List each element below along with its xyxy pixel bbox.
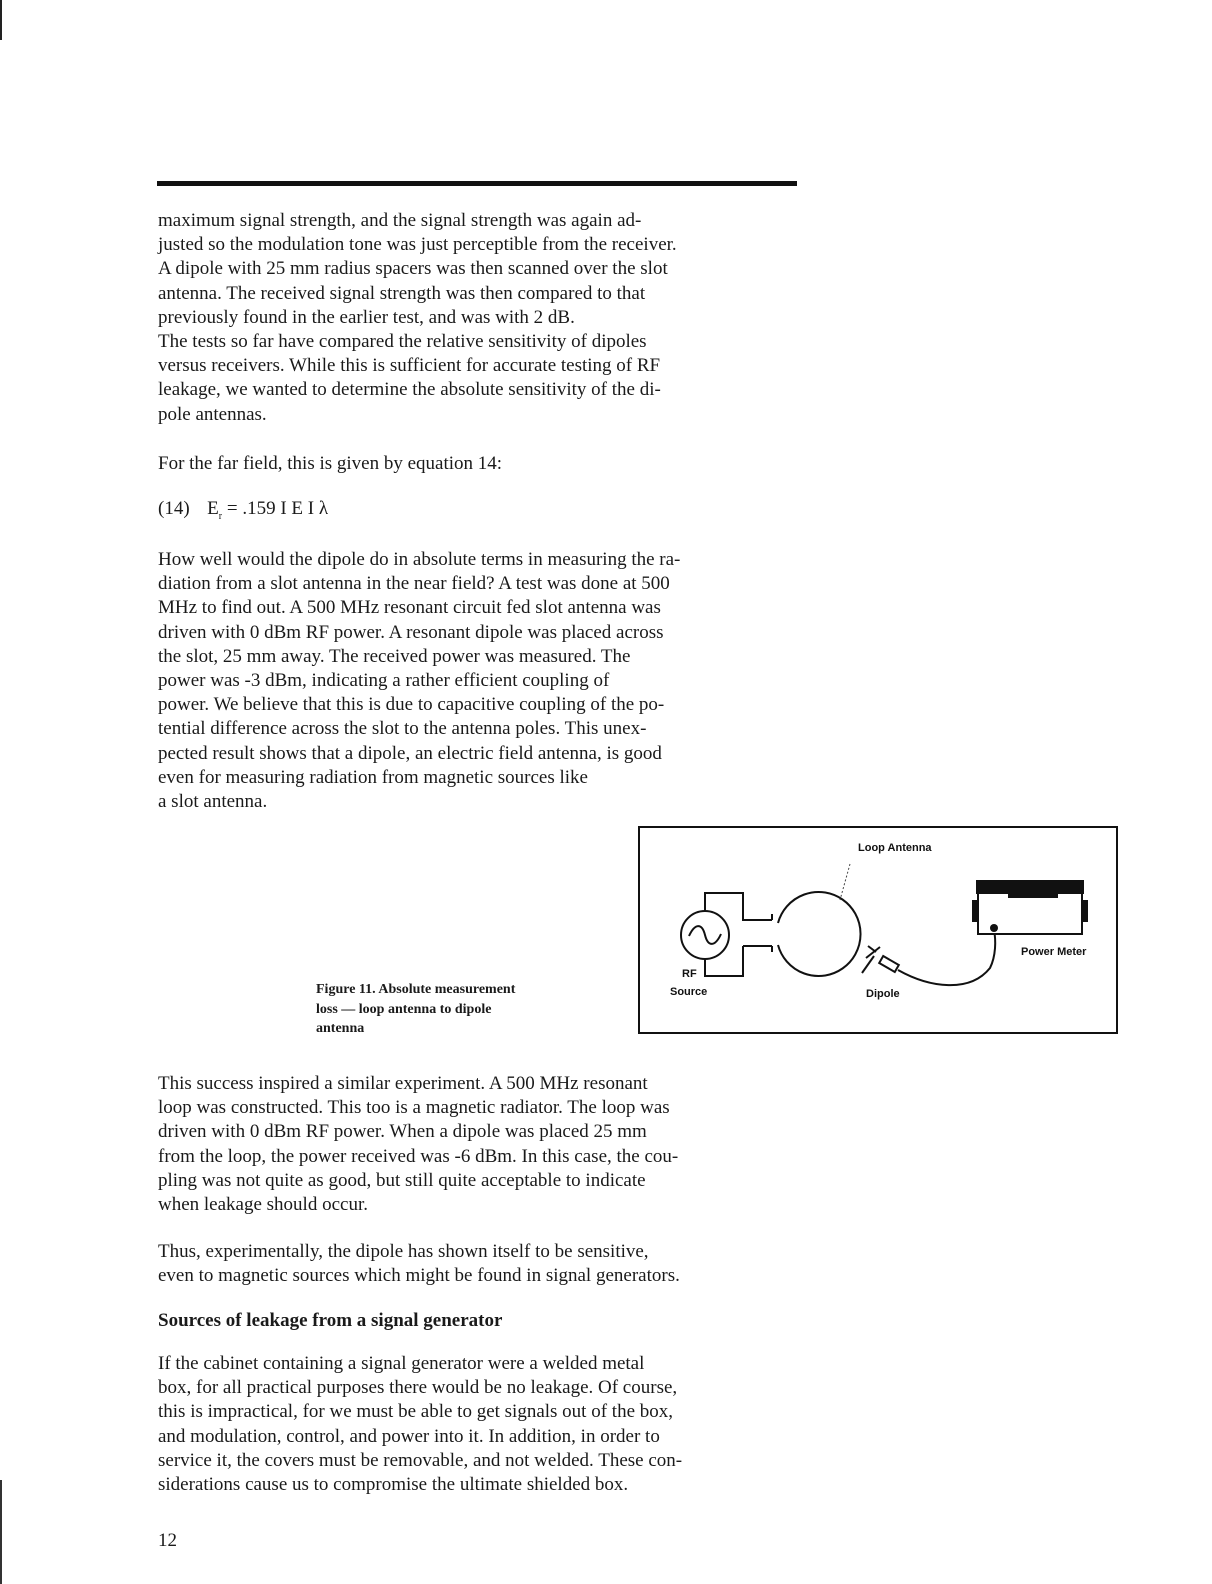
dipole-balun xyxy=(879,956,899,972)
dipole-label: Dipole xyxy=(866,988,900,1000)
equation-rhs: = .159 I E I λ xyxy=(226,498,329,519)
power-meter-display xyxy=(1008,888,1058,898)
section-heading: Sources of leakage from a signal generator xyxy=(158,1310,503,1331)
paragraph-far-field-intro: For the far field, this is given by equation 14: xyxy=(158,453,503,474)
power-meter-connector xyxy=(990,924,998,932)
paragraph-experimental-conclusion: Thus, experimentally, the dipole has shown itself to be sensitive, even to magnetic sources which might be found in signal generators. xyxy=(158,1241,680,1287)
equation-number: (14) xyxy=(158,498,190,519)
header-rule xyxy=(157,181,797,186)
sine-wave-icon xyxy=(689,926,721,944)
power-meter-label: Power Meter xyxy=(1021,946,1087,958)
meter-cable xyxy=(898,930,995,985)
feed-line-bottom-left xyxy=(705,959,723,976)
loop-antenna-label: Loop Antenna xyxy=(858,842,932,854)
power-meter-handle-left xyxy=(972,900,978,922)
rf-label: RF xyxy=(682,968,697,980)
paragraph-dipole-scan: maximum signal strength, and the signal strength was again ad- justed so the modulation tone was just perceptible from the receiver. A dipole with 25 mm radius spacers was then scanned over the slot antenna. The received signal strength was then compared to that previously found in the earlier test, and was with 2 dB. The tests so far have compared the relative sensitivity of dipoles versus receivers. While this is sufficient for accurate testing of RF leakage, we wanted to determine the absolute sensitivity of the di- pole antennas. xyxy=(158,210,677,425)
loop-antenna-leader xyxy=(840,864,850,900)
loop-antenna-ring xyxy=(778,892,861,976)
scan-edge-mark xyxy=(0,0,2,40)
source-label: Source xyxy=(670,986,708,998)
feed-line-top xyxy=(705,893,772,920)
figure-11-diagram xyxy=(638,826,1118,1034)
equation-14 xyxy=(158,497,328,529)
figure-11-drawing xyxy=(640,828,1116,1032)
scan-edge-mark-bottom xyxy=(0,1480,2,1584)
feed-line-bottom xyxy=(718,946,772,976)
paragraph-near-field-test: How well would the dipole do in absolute terms in measuring the ra- diation from a slot antenna in the near field? A test was done at 500 MHz to find out. A 500 MHz resonant circuit fed slot antenna was driven with 0 dBm RF power. A resonant dipole was placed across the slot, 25 mm away. The received power was measured. The power was -3 dBm, indicating a rather efficient coupling of power. We believe that this is due to capacitive coupling of the po- tential difference across the slot to the antenna poles. This unex- pected result shows that a dipole, an electric field antenna, is good even for measuring radiation from magnetic sources like a slot antenna. xyxy=(158,549,681,813)
figure-caption: Figure 11. Absolute measurement loss — loop antenna to dipole antenna xyxy=(316,982,516,1036)
paragraph-loop-experiment: This success inspired a similar experiment. A 500 MHz resonant loop was constructed. This too is a magnetic radiator. The loop was driven with 0 dBm RF power. When a dipole was placed 25 mm from the loop, the power received was -6 dBm. In this case, the cou- pling was not quite as good, but still quite acceptable to indicate when leakage should occur. xyxy=(158,1073,679,1216)
page-number: 12 xyxy=(158,1530,177,1551)
paragraph-cabinet-leakage: If the cabinet containing a signal generator were a welded metal box, for all practical purposes there would be no leakage. Of course, this is impractical, for we must be able to get signals out of the box, and modulation, control, and power into it. In addition, in order to service it, the covers must be removable, and not welded. These con- siderations cause us to compromise the ultimate shielded box. xyxy=(158,1353,683,1496)
dipole-arm-bottom xyxy=(862,956,874,973)
power-meter-handle-right xyxy=(1082,900,1088,922)
equation-subscript: r xyxy=(218,510,223,522)
equation-lhs: E xyxy=(207,498,219,519)
